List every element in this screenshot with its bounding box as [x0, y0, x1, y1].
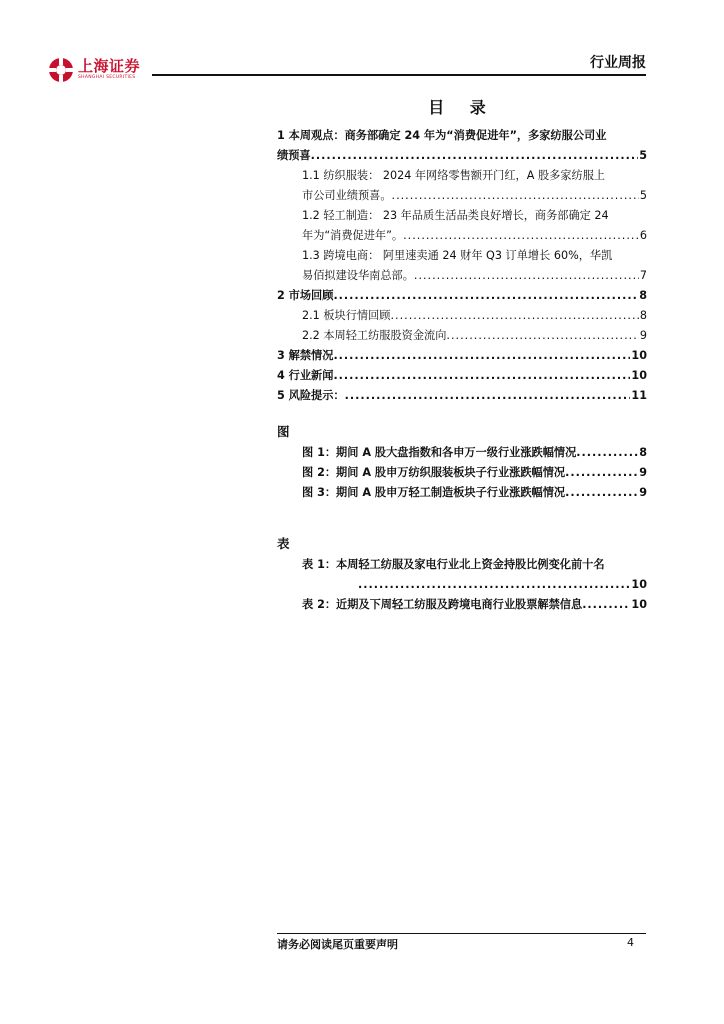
entry-page-number: 11 [631, 389, 647, 402]
figure-list-entry[interactable] [277, 483, 647, 503]
toc-entry-label: 4 行业新闻 [277, 369, 334, 382]
disclaimer-notice: 请务必阅读尾页重要声明 [277, 938, 398, 951]
leader-dots [333, 346, 630, 366]
entry-page-number: 9 [639, 486, 647, 499]
figure-list-entry[interactable] [277, 463, 647, 483]
leader-dots [333, 366, 630, 386]
leader-dots [311, 146, 639, 166]
toc-subsection-entry[interactable] [277, 166, 647, 206]
leader-dots [446, 326, 638, 346]
entry-page-number: 5 [639, 189, 647, 202]
table-list-entry[interactable] [277, 555, 647, 595]
entry-page-number: 8 [639, 446, 647, 459]
toc-section-entry[interactable] [277, 126, 647, 166]
page-number: 4 [627, 936, 634, 949]
table-caption: 表 1：本周轻工纺服及家电行业北上资金持股比例变化前十名 [302, 558, 605, 571]
toc-subsection-entry[interactable] [277, 206, 647, 246]
header-divider [152, 74, 646, 76]
logo-english-name: SHANGHAI SECURITIES [78, 75, 136, 81]
entry-page-number: 10 [631, 369, 647, 382]
leader-dots [565, 463, 638, 483]
entry-page-number: 10 [631, 578, 647, 591]
table-of-contents [277, 126, 647, 615]
toc-entry-label: 5 风险提示： [277, 389, 345, 402]
toc-entry-text: 1.1 纺织服装： 2024 年网络零售额开门红，A 股多家纺服上 [302, 169, 606, 182]
toc-entry-label: 易佰拟建设华南总部。 [302, 269, 414, 282]
toc-section-entry[interactable] [277, 366, 647, 386]
figure-caption: 图 3：期间 A 股申万轻工制造板块子行业涨跌幅情况 [302, 486, 566, 499]
leader-dots [390, 306, 638, 326]
entry-page-number: 10 [631, 349, 647, 362]
toc-section-entry[interactable] [277, 386, 647, 406]
leader-dots [582, 595, 630, 615]
toc-entry-label: 2.1 板块行情回顾 [302, 309, 391, 322]
toc-section-entry[interactable] [277, 286, 647, 306]
table-list-entry[interactable] [277, 595, 647, 615]
leader-dots [345, 386, 631, 406]
entry-page-number: 8 [639, 289, 647, 302]
entry-page-number: 5 [639, 149, 647, 162]
leader-dots [403, 226, 639, 246]
leader-dots [358, 575, 630, 595]
toc-title: 目 录 [428, 98, 496, 117]
entry-page-number: 9 [639, 329, 647, 342]
company-logo-icon [48, 57, 74, 83]
table-caption: 表 2：近期及下周轻工纺服及跨境电商行业股票解禁信息 [302, 598, 583, 611]
toc-entry-label: 年为“消费促进年”。 [302, 229, 404, 242]
toc-entry-label: 绩预喜 [277, 149, 311, 162]
logo-chinese-name: 上海证券 [78, 57, 141, 76]
entry-page-number: 7 [639, 269, 647, 282]
toc-subsection-entry[interactable] [277, 326, 647, 346]
entry-page-number: 10 [631, 598, 647, 611]
toc-entry-label: 2 市场回顾 [277, 289, 334, 302]
leader-dots [414, 266, 639, 286]
leader-dots [333, 286, 638, 306]
toc-subsection-entry[interactable] [277, 306, 647, 326]
toc-entry-text: 1.3 跨境电商： 阿里速卖通 24 财年 Q3 订单增长 60%，华凯 [302, 249, 613, 262]
figure-caption: 图 2：期间 A 股申万纺织服装板块子行业涨跌幅情况 [302, 466, 566, 479]
footer-divider [277, 933, 646, 934]
toc-entry-label: 市公司业绩预喜。 [302, 189, 392, 202]
company-logo [48, 55, 140, 85]
leader-dots [565, 483, 638, 503]
toc-entry-text: 1 本周观点：商务部确定 24 年为“消费促进年”，多家纺服公司业 [277, 129, 607, 142]
figure-caption: 图 1：期间 A 股大盘指数和各申万一级行业涨跌幅情况 [302, 446, 577, 459]
report-type-label: 行业周报 [590, 55, 646, 71]
entry-page-number: 6 [639, 229, 647, 242]
toc-section-entry[interactable] [277, 346, 647, 366]
toc-subsection-entry[interactable] [277, 246, 647, 286]
leader-dots [392, 186, 639, 206]
tables-heading: 表 [277, 536, 290, 551]
entry-page-number: 8 [639, 309, 647, 322]
toc-entry-text: 1.2 轻工制造： 23 年品质生活品类良好增长，商务部确定 24 [302, 209, 609, 222]
leader-dots [576, 443, 638, 463]
toc-entry-label: 2.2 本周轻工纺服股资金流向 [302, 329, 447, 342]
figure-list-entry[interactable] [277, 443, 647, 463]
toc-entry-label: 3 解禁情况 [277, 349, 334, 362]
entry-page-number: 9 [639, 466, 647, 479]
figures-heading: 图 [277, 424, 290, 439]
